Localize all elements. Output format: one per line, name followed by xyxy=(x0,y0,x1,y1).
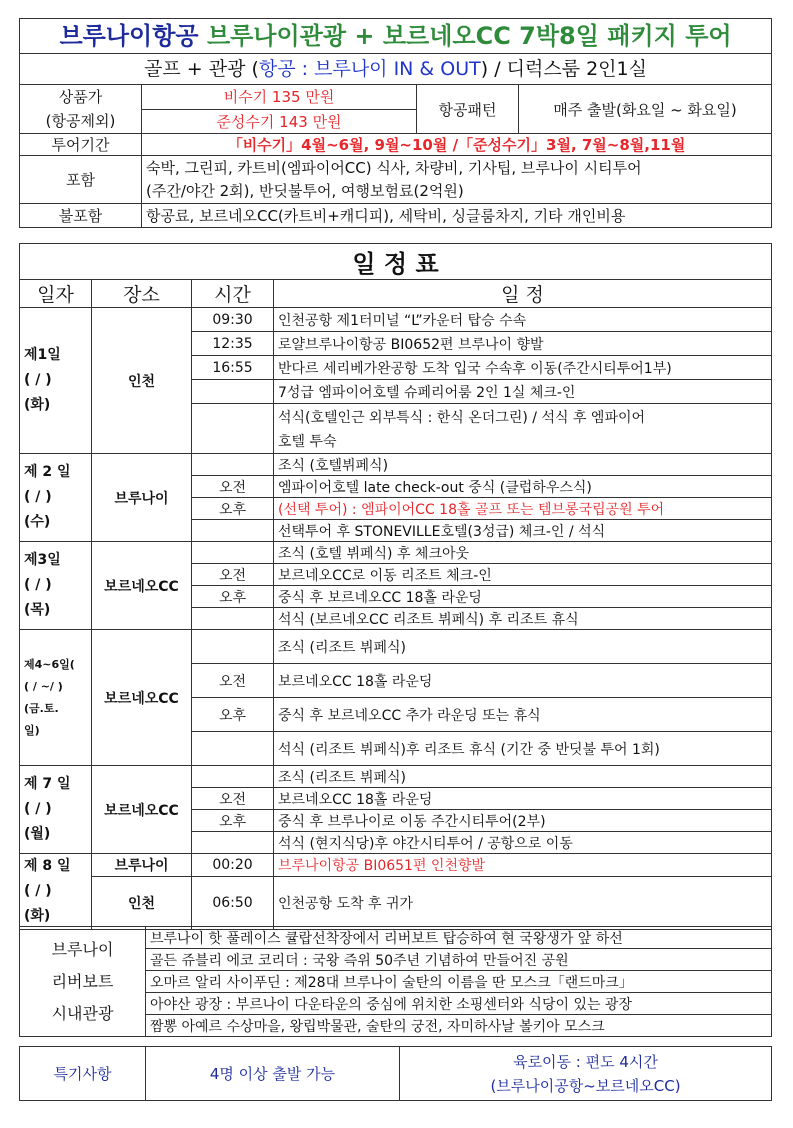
include-value: 숙박, 그린피, 카트비(엠파이어CC) 식사, 차량비, 기사팁, 브루나이 시티투어 (주간/야간 2회), 반딧불투어, 여행보험료(2억원) xyxy=(142,156,772,204)
flight-pattern-label: 항공패턴 xyxy=(417,85,519,134)
table-row: 제 8 일 ( / ) (화) 브루나이 00:20 브루나이항공 BI0651편 인천향발 xyxy=(20,854,772,877)
riverboat-tour-table xyxy=(19,926,772,1037)
day7-place: 보르네오CC xyxy=(92,766,192,854)
min-people: 4명 이상 출발 가능 xyxy=(146,1047,400,1101)
special-label: 특기사항 xyxy=(20,1047,146,1101)
period-label: 투어기간 xyxy=(20,134,142,156)
table-row: 호텔 투숙 xyxy=(20,430,772,454)
table-row: 7성급 엠파이어호텔 슈페리어룸 2인 1실 체크-인 xyxy=(20,380,772,404)
table-row: 오후 중식 후 보르네오CC 18홀 라운딩 xyxy=(20,586,772,608)
table-row: 제1일 ( / ) (화) 인천 09:30 인천공항 제1터미널 “L”카운터 탑승 수속 xyxy=(20,308,772,332)
day1-place: 인천 xyxy=(92,308,192,454)
table-row: 오후 중식 후 보르네오CC 추가 라운딩 또는 휴식 xyxy=(20,698,772,732)
table-row: 제4~6일( ( / ~/ ) (금.토. 일) 보르네오CC 조식 (리조트 뷔페식) xyxy=(20,630,772,664)
table-row: 16:55 반다르 세리베가완공항 도착 입국 수속후 이동(주간시티투어1부) xyxy=(20,356,772,380)
table-row: 제 2 일 ( / ) (수) 브루나이 조식 (호텔뷔페식) xyxy=(20,454,772,476)
tour-name: 브루나이관광 + 보르네오CC 7박8일 패키지 투어 xyxy=(206,22,732,50)
col-time-header: 시간 xyxy=(192,280,274,308)
table-row: 제 7 일 ( / ) (월) 보르네오CC 조식 (리조트 뷔페식) xyxy=(20,766,772,788)
special-notes-table xyxy=(19,1046,772,1101)
col-plan-header: 일 정 xyxy=(274,280,772,308)
list-item: 브루나이 핫 풀레이스 큘랍선착장에서 리버보트 탑승하여 현 국왕생가 앞 하선 xyxy=(146,927,772,949)
table-row: 오전 보르네오CC 18홀 라운딩 xyxy=(20,664,772,698)
list-item: 오마르 알리 사이푸딘 : 제28대 브루나이 술탄의 이름을 딴 모스크「랜드마크」 xyxy=(146,971,772,993)
list-item: 골든 쥬블리 에코 코리더 : 국왕 즉위 50주년 기념하여 만들어진 공원 xyxy=(146,949,772,971)
table-row: 오후 (선택 투어) : 엠파이어CC 18홀 골프 또는 템브롱국립공원 투어 xyxy=(20,498,772,520)
day1-cell: 제1일 ( / ) (화) xyxy=(20,308,92,454)
schedule-table xyxy=(19,243,772,930)
return-flight: 브루나이항공 BI0651편 인천향발 xyxy=(274,854,772,877)
day8-place-incheon: 인천 xyxy=(92,876,192,929)
period-value: 「비수기」4월~6월, 9월~10월 /「준성수기」3월, 7월~8월,11월 xyxy=(142,134,772,156)
day7-cell: 제 7 일 ( / ) (월) xyxy=(20,766,92,854)
package-header xyxy=(19,18,772,228)
table-row: 석식 (리조트 뷔페식)후 리조트 휴식 (기간 중 반딧불 투어 1회) xyxy=(20,732,772,766)
day4-6-place: 보르네오CC xyxy=(92,630,192,766)
col-day-header: 일자 xyxy=(20,280,92,308)
table-row: 인천 06:50 인천공항 도착 후 귀가 xyxy=(20,876,772,929)
list-item: 짬뽕 아예르 수상마을, 왕립박물관, 술탄의 궁전, 자미하사날 볼키아 모스크 xyxy=(146,1015,772,1037)
table-row: 제3일 ( / ) (목) 보르네오CC 조식 (호텔 뷔페식) 후 체크아웃 xyxy=(20,542,772,564)
price-mid-season: 준성수기 143 만원 xyxy=(142,109,417,134)
package-title xyxy=(20,19,772,54)
day3-cell: 제3일 ( / ) (목) xyxy=(20,542,92,630)
day8-place-brunei: 브루나이 xyxy=(92,854,192,877)
day2-cell: 제 2 일 ( / ) (수) xyxy=(20,454,92,542)
schedule-heading: 일 정 표 xyxy=(20,244,772,280)
package-subtitle: 골프 + 관광 (항공 : 브루나이 IN & OUT) / 디럭스룸 2인1실 xyxy=(20,54,772,85)
day3-place: 보르네오CC xyxy=(92,542,192,630)
table-row: 선택투어 후 STONEVILLE호텔(3성급) 체크-인 / 석식 xyxy=(20,520,772,542)
table-row: 오전 보르네오CC로 이동 리조트 체크-인 xyxy=(20,564,772,586)
flight-pattern-value: 매주 출발(화요일 ~ 화요일) xyxy=(519,85,772,134)
table-row: 석식 (보르네오CC 리조트 뷔페식) 후 리조트 휴식 xyxy=(20,608,772,630)
table-row: 오전 보르네오CC 18홀 라운딩 xyxy=(20,788,772,810)
exclude-label: 불포함 xyxy=(20,204,142,228)
optional-tour: (선택 투어) : 엠파이어CC 18홀 골프 또는 템브롱국립공원 투어 xyxy=(274,498,772,520)
table-row: 석식 (현지식당)후 야간시티투어 / 공항으로 이동 xyxy=(20,832,772,854)
exclude-value: 항공료, 보르네오CC(카트비+캐디피), 세탁비, 싱글룸차지, 기타 개인비용 xyxy=(142,204,772,228)
price-low-season: 비수기 135 만원 xyxy=(142,85,417,110)
price-label: 상품가 (항공제외) xyxy=(20,85,142,134)
col-place-header: 장소 xyxy=(92,280,192,308)
table-row: 12:35 로얄브루나이항공 BI0652편 브루나이 향발 xyxy=(20,332,772,356)
list-item: 아야산 광장 : 부르나이 다운타운의 중심에 위치한 소핑센터와 식당이 있는 광장 xyxy=(146,993,772,1015)
day8-cell: 제 8 일 ( / ) (화) xyxy=(20,854,92,930)
table-row: 오후 중식 후 브루나이로 이동 주간시티투어(2부) xyxy=(20,810,772,832)
flight-route: 항공 : 브루나이 IN & OUT xyxy=(258,58,481,80)
day4-6-cell: 제4~6일( ( / ~/ ) (금.토. 일) xyxy=(20,630,92,766)
table-row: 석식(호텔인근 외부특식 : 한식 온더그린) / 석식 후 엠파이어 xyxy=(20,404,772,430)
riverboat-label: 브루나이 리버보트 시내관광 xyxy=(20,927,146,1037)
day2-place: 브루나이 xyxy=(92,454,192,542)
land-transfer: 육로이동 : 편도 4시간 (브루나이공항~보르네오CC) xyxy=(400,1047,772,1101)
airline-name: 브루나이항공 xyxy=(59,22,199,50)
table-row: 오전 엠파이어호텔 late check-out 중식 (클럽하우스식) xyxy=(20,476,772,498)
include-label: 포함 xyxy=(20,156,142,204)
